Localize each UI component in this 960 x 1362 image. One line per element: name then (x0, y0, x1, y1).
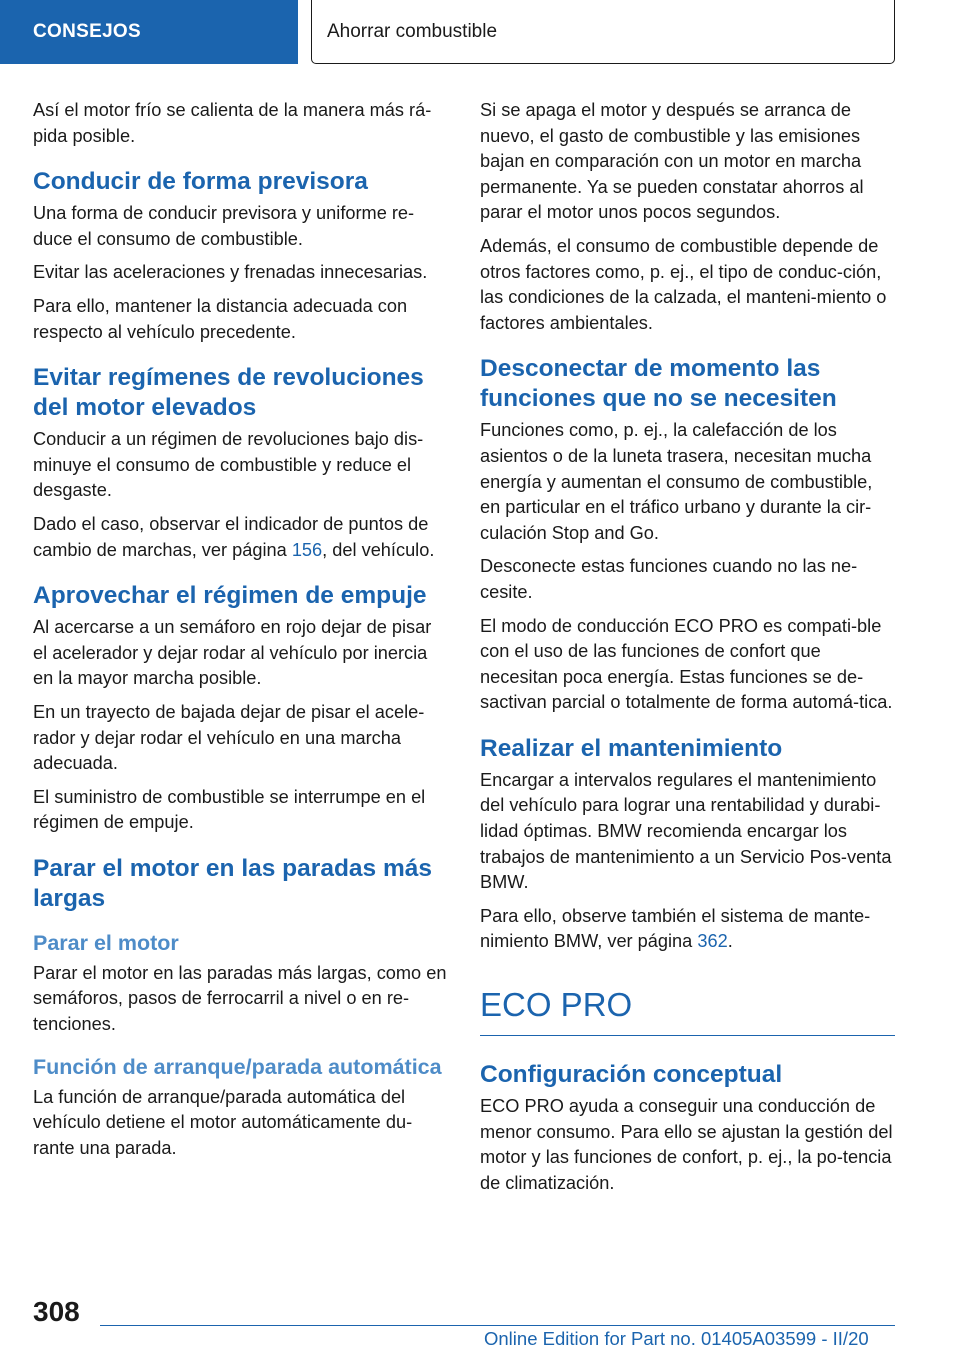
paragraph: Desconecte estas funciones cuando no las ne‐cesite. (480, 556, 858, 602)
heading-realizar: Realizar el mantenimiento (480, 734, 783, 762)
paragraph: Así el motor frío se calienta de la manera más rá‐pida posible. (33, 100, 432, 146)
paragraph: Conducir a un régimen de revoluciones bajo dis‐minuye el consumo de combustible y reduce el desgaste. (33, 429, 424, 501)
paragraph: Una forma de conducir previsora y uniforme re‐duce el consumo de combustible. (33, 203, 415, 249)
left-column (33, 98, 448, 1169)
heading-configuracion: Configuración conceptual (480, 1061, 783, 1089)
paragraph: Si se apaga el motor y después se arranca de nuevo, el gasto de combustible y las emisiones bajan en comparación con un motor en marcha permanente. Ya se pueden constatar ahorros al parar el motor unos pocos segundos. (480, 100, 864, 223)
paragraph: Además, el consumo de combustible depende de otros factores como, p. ej., el tipo de conduc‐ción, las condiciones de la calzada, el manteni‐miento o factores ambientales. (480, 235, 887, 333)
paragraph-text: , del vehículo. (322, 539, 435, 560)
paragraph: El suministro de combustible se interrumpe en el régimen de empuje. (33, 786, 426, 833)
heading-parar: Parar el motor en las paradas más largas (33, 854, 432, 912)
paragraph: Encargar a intervalos regulares el mantenimiento del vehículo para lograr una rentabilidad y durabi‐lidad óptimas. BMW recomienda encargar los trabajos de mantenimiento a un Servicio Pos‐venta BMW. (480, 769, 892, 893)
paragraph-text: Dado el caso, observar el indicador de puntos de cambio de marchas, ver página (33, 513, 429, 560)
paragraph: La función de arranque/parada automática del vehículo detiene el motor automáticamente du‐rante una parada. (33, 1086, 413, 1158)
paragraph (33, 512, 448, 563)
page-link-362[interactable]: 362 (697, 931, 728, 952)
paragraph: Para ello, mantener la distancia adecuada con respecto al vehículo precedente. (33, 295, 408, 342)
section-label (0, 0, 298, 64)
edition-text: Online Edition for Part no. 01405A03599 - II/20 (484, 1328, 869, 1349)
heading-conducir: Conducir de forma previsora (33, 168, 368, 196)
chapter-tab (311, 0, 895, 64)
paragraph (480, 904, 895, 955)
right-column (480, 98, 895, 1204)
page-link-156[interactable]: 156 (291, 539, 323, 560)
heading-aprovechar: Aprovechar el régimen de empuje (33, 582, 427, 610)
section-label-text: CONSEJOS (33, 21, 141, 42)
subheading-funcion: Función de arranque/parada automática (33, 1054, 442, 1079)
paragraph: El modo de conducción ECO PRO es compati‐ble con el uso de las funciones de confort que necesitan poca energía. Estas funciones se de‐sactivan parcial o totalmente de forma automá‐tica. (480, 615, 893, 713)
paragraph-text: Para ello, observe también el sistema de mante‐nimiento BMW, ver página (480, 905, 871, 952)
paragraph: Funciones como, p. ej., la calefacción de los asientos o de la luneta trasera, necesitan mucha energía y aumentan el consumo de combustible, en particular en el tráfico urbano y durante la cir‐culación Stop and Go. (480, 420, 873, 543)
heading-evitar: Evitar regímenes de revoluciones del motor elevados (33, 364, 424, 422)
subheading-parar-motor: Parar el motor (33, 930, 179, 955)
heading-desconectar: Desconectar de momento las funciones que no se necesiten (480, 355, 837, 413)
chapter-tab-text: Ahorrar combustible (327, 20, 498, 42)
paragraph: Al acercarse a un semáforo en rojo dejar de pisar el acelerador y dejar rodar al vehículo por inercia en la mayor marcha posible. (33, 617, 432, 689)
paragraph-text: . (727, 931, 733, 952)
paragraph: ECO PRO ayuda a conseguir una conducción de menor consumo. Para ello se ajustan la gestión del motor y las funciones de confort, p. ej., la po‐tencia de climatización. (480, 1096, 893, 1193)
paragraph: Evitar las aceleraciones y frenadas innecesarias. (33, 262, 428, 283)
page-number: 308 (33, 1296, 80, 1327)
paragraph: En un trayecto de bajada dejar de pisar el acele‐rador y dejar rodar el vehículo en una marcha adecuada. (33, 701, 425, 774)
paragraph: Parar el motor en las paradas más largas, como en semáforos, pasos de ferrocarril a nivel o en re‐tenciones. (33, 962, 447, 1035)
chapter-heading-eco-pro: ECO PRO (480, 985, 895, 1036)
footer-divider (100, 1325, 895, 1326)
